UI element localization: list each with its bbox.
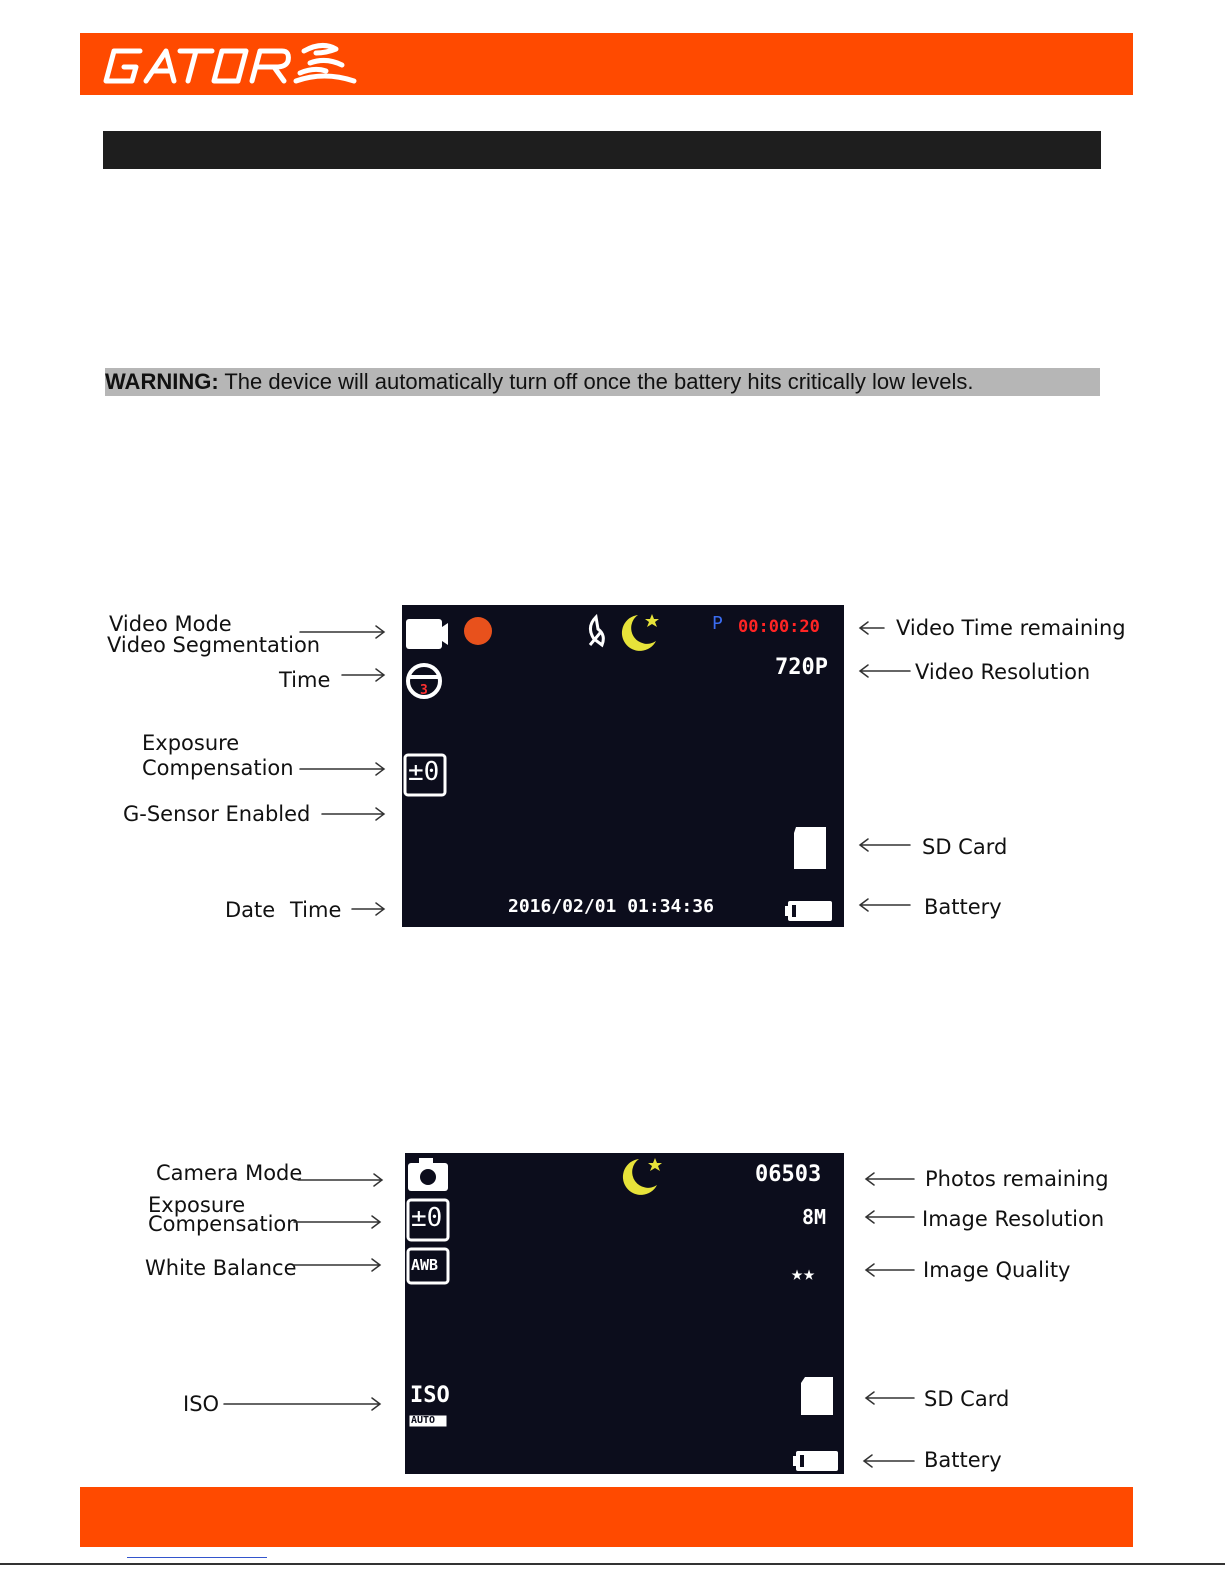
- label-white-balance: White Balance: [145, 1256, 297, 1280]
- label-video-resolution: Video Resolution: [915, 660, 1091, 684]
- segment-number: 3: [420, 683, 428, 698]
- warning-label: WARNING:: [105, 369, 219, 394]
- label-image-resolution: Image Resolution: [922, 1207, 1105, 1231]
- footer-bar: [80, 1487, 1133, 1547]
- iso-readout: ISO: [410, 1383, 450, 1408]
- iso-value-readout: AUTO: [411, 1415, 436, 1426]
- label-camera-mode: Camera Mode: [156, 1161, 303, 1185]
- label-sd-card: SD Card: [924, 1387, 1010, 1411]
- label-time: Time: [279, 668, 331, 692]
- video-resolution-readout: 720P: [775, 655, 828, 680]
- label-video-time-remaining: Video Time remaining: [896, 616, 1126, 640]
- label-date: Date: [225, 898, 276, 922]
- label-battery: Battery: [924, 1448, 1002, 1472]
- photos-remaining-readout: 06503: [755, 1162, 822, 1187]
- white-balance-readout: AWB: [411, 1256, 439, 1274]
- label-exposure: Exposure: [148, 1193, 246, 1217]
- mode-letter: P: [712, 613, 723, 634]
- date-time-readout: 2016/02/01 01:34:36: [508, 896, 714, 917]
- page-baseline: [0, 1563, 1225, 1565]
- label-battery: Battery: [924, 895, 1002, 919]
- label-image-quality: Image Quality: [923, 1258, 1071, 1282]
- label-iso: ISO: [183, 1392, 220, 1416]
- exposure-readout: ±0: [411, 1203, 443, 1233]
- label-exposure: Exposure: [142, 731, 240, 755]
- label-video-segmentation: Video Segmentation: [107, 633, 321, 657]
- label-photos-remaining: Photos remaining: [925, 1167, 1109, 1191]
- label-sd-card: SD Card: [922, 835, 1008, 859]
- time-remaining-readout: 00:00:20: [738, 617, 820, 637]
- label-video-mode: Video Mode: [109, 612, 232, 636]
- label-date-time: Time: [290, 898, 342, 922]
- label-compensation: Compensation: [148, 1212, 300, 1236]
- label-g-sensor: G-Sensor Enabled: [123, 802, 311, 826]
- warning-text: The device will automatically turn off once the battery hits critically low levels.: [218, 369, 974, 394]
- footer-underline: [127, 1557, 267, 1558]
- image-quality-readout: ★★: [791, 1261, 816, 1285]
- exposure-readout: ±0: [408, 757, 440, 787]
- label-compensation: Compensation: [142, 756, 294, 780]
- image-resolution-readout: 8M: [802, 1205, 827, 1229]
